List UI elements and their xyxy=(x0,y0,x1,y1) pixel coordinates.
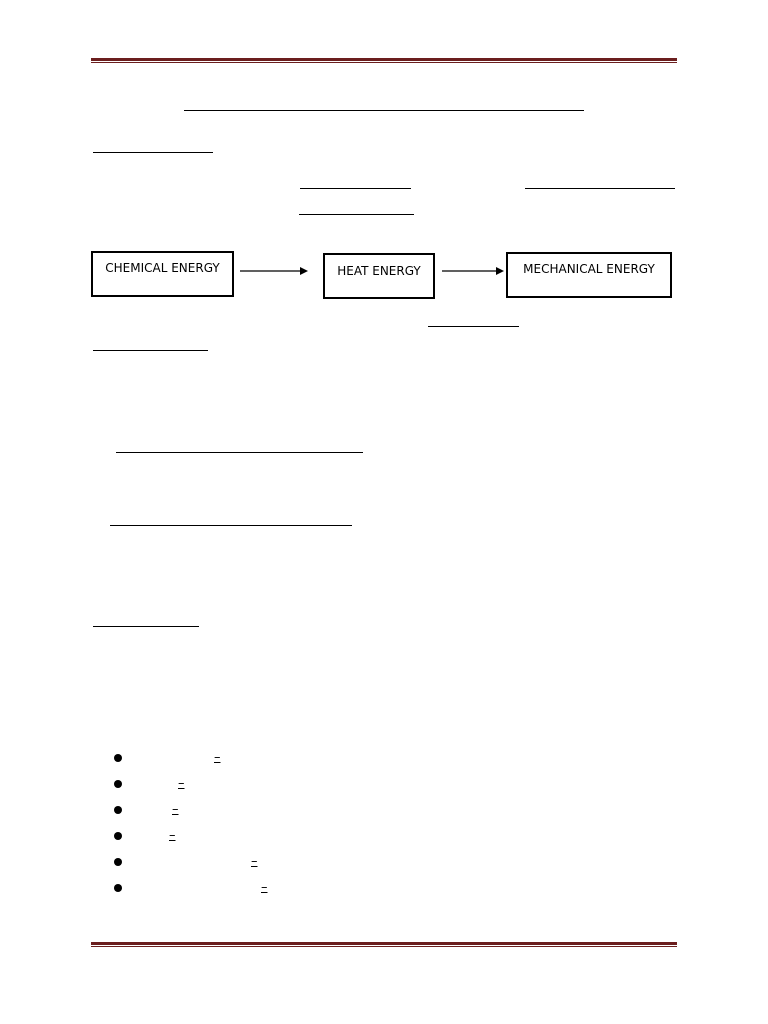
term-underline-3 xyxy=(299,214,414,215)
list-dash: – xyxy=(261,880,268,895)
list-bullet xyxy=(114,832,122,840)
term-underline-4 xyxy=(428,326,519,327)
list-dash: – xyxy=(214,750,221,765)
chemical-energy-box xyxy=(91,251,234,297)
term-underline-2 xyxy=(525,188,675,189)
heading-underline-3 xyxy=(93,626,199,627)
term-underline-1 xyxy=(300,188,411,189)
mechanical-energy-label: MECHANICAL ENERGY xyxy=(523,262,655,276)
list-bullet xyxy=(114,884,122,892)
subheading-underline-1 xyxy=(116,452,363,453)
list-dash: – xyxy=(178,776,185,791)
list-bullet xyxy=(114,754,122,762)
arrow-icon xyxy=(238,265,310,277)
footer-rule xyxy=(91,942,677,947)
chemical-energy-label: CHEMICAL ENERGY xyxy=(105,261,220,275)
list-bullet xyxy=(114,806,122,814)
list-dash: – xyxy=(169,828,176,843)
title-underline xyxy=(184,110,584,111)
mechanical-energy-box xyxy=(506,252,672,298)
subheading-underline-2 xyxy=(110,525,352,526)
heading-underline-2 xyxy=(93,350,208,351)
heat-energy-box xyxy=(323,253,435,299)
list-dash: – xyxy=(251,854,258,869)
arrow-icon xyxy=(440,265,506,277)
heading-underline-1 xyxy=(93,152,213,153)
header-rule xyxy=(91,58,677,63)
list-bullet xyxy=(114,780,122,788)
list-dash: – xyxy=(172,802,179,817)
heat-energy-label: HEAT ENERGY xyxy=(337,264,421,278)
list-bullet xyxy=(114,858,122,866)
